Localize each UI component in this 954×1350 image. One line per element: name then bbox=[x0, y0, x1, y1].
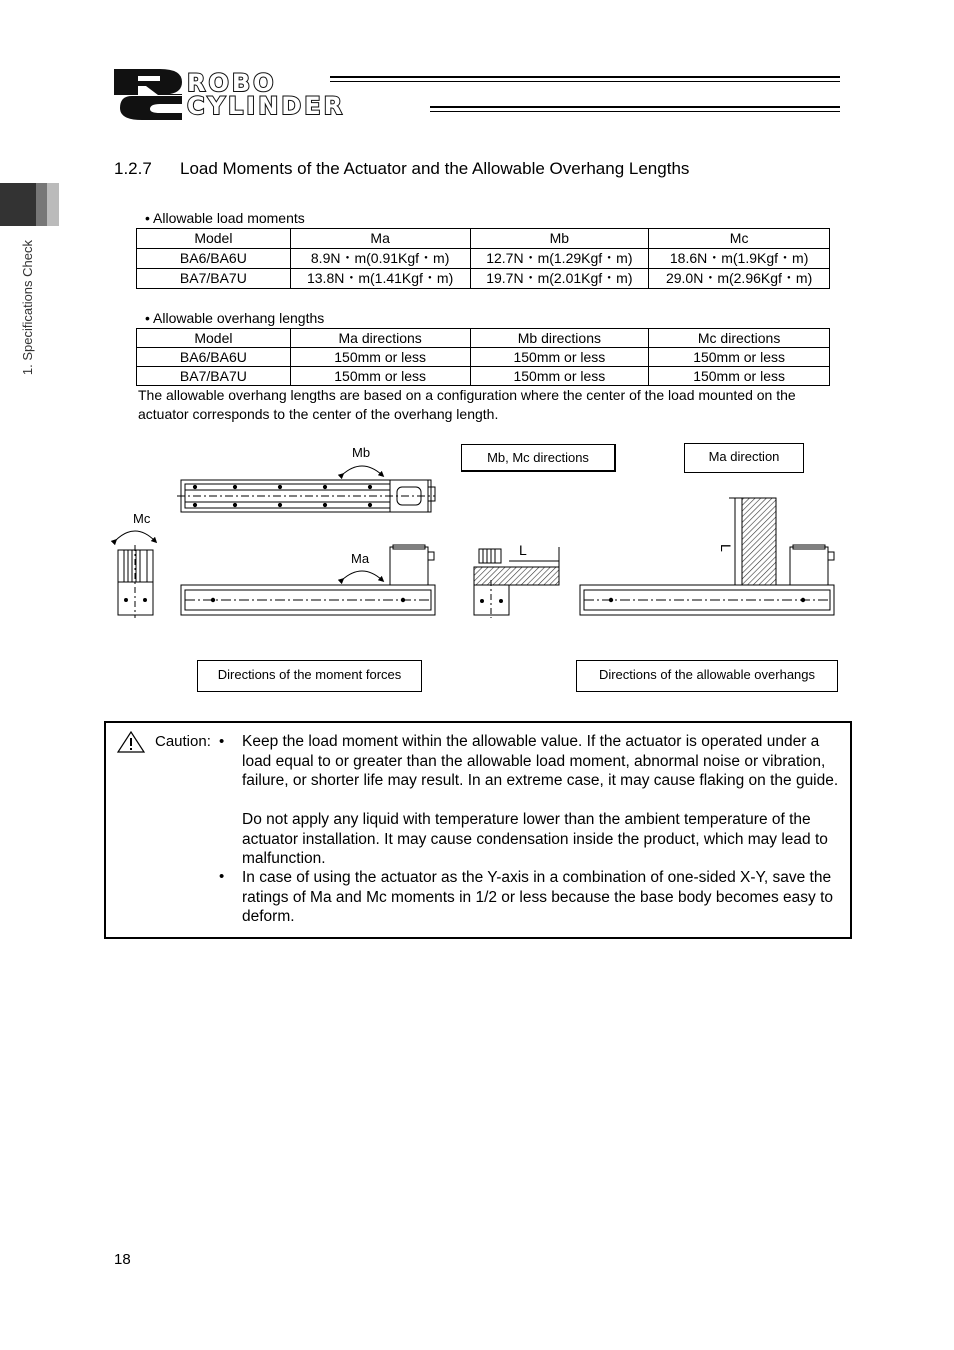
overhang-load-vertical bbox=[742, 498, 776, 585]
table-cell: BA6/BA6U bbox=[137, 249, 291, 269]
allowable-overhangs-caption: Directions of the allowable overhangs bbox=[576, 660, 838, 692]
side-tab-marker bbox=[0, 183, 36, 226]
overhang-load-horizontal bbox=[474, 567, 559, 585]
mb-arrow bbox=[342, 466, 382, 475]
table-header-row bbox=[137, 229, 830, 249]
overhang-heading: • Allowable overhang lengths bbox=[145, 310, 325, 326]
ma-arrow bbox=[342, 571, 382, 580]
header-rule bbox=[330, 76, 840, 78]
header-rule bbox=[330, 81, 840, 82]
caution-bullet: • bbox=[219, 868, 225, 885]
label-l-horizontal: L bbox=[519, 542, 527, 558]
actuator-side-view bbox=[181, 545, 435, 615]
table-cell: BA6/BA6U bbox=[137, 348, 291, 367]
section-title-text: Load Moments of the Actuator and the Allowable Overhang Lengths bbox=[180, 159, 690, 178]
table-cell: 150mm or less bbox=[470, 348, 649, 367]
rc-logo-icon bbox=[112, 68, 187, 120]
label-l-vertical: L bbox=[718, 544, 734, 552]
table-cell: 8.9N・m(0.91Kgf・m) bbox=[290, 249, 470, 269]
table-cell: 150mm or less bbox=[649, 367, 830, 386]
caution-item-1b: Do not apply any liquid with temperature lower than the ambient temperature of the actuator installation. It may cause condensation inside the product, which may lead to malfunction. bbox=[242, 811, 828, 867]
table-cell: 150mm or less bbox=[470, 367, 649, 386]
overhang-side-view bbox=[580, 545, 834, 615]
table-header-cell: Mb directions bbox=[470, 329, 649, 348]
side-tab-marker bbox=[47, 183, 59, 226]
robo-cylinder-logo bbox=[112, 68, 842, 120]
logo-text-robo: ROBO bbox=[187, 69, 277, 97]
moments-heading: • Allowable load moments bbox=[145, 210, 305, 226]
table-header-cell: Ma bbox=[290, 229, 470, 249]
caution-item-2: In case of using the actuator as the Y-axis in a combination of one-sided X-Y, save the ratings of Ma and Mc moments in 1/2 or less because the base body becomes easy to deform. bbox=[242, 869, 834, 925]
table-cell: 18.6N・m(1.9Kgf・m) bbox=[649, 249, 830, 269]
table-cell: 19.7N・m(2.01Kgf・m) bbox=[470, 269, 649, 289]
actuator-end-view bbox=[118, 545, 153, 618]
table-row bbox=[137, 367, 830, 386]
table-row bbox=[137, 249, 830, 269]
actuator-top-view bbox=[177, 480, 435, 512]
table-cell: 29.0N・m(2.96Kgf・m) bbox=[649, 269, 830, 289]
table-cell: BA7/BA7U bbox=[137, 269, 291, 289]
caution-bullet: • bbox=[219, 733, 225, 750]
caution-item-1: Keep the load moment within the allowable value. If the actuator is operated under a load equal to or greater than the allowable load moment, abnormal noise or vibration, failure, or shorter life may result. In an extreme case, it may cause flaking on the guide. bbox=[242, 733, 839, 789]
label-mc: Mc bbox=[133, 511, 151, 526]
table-header-cell: Mc bbox=[649, 229, 830, 249]
table-cell: BA7/BA7U bbox=[137, 367, 291, 386]
logo-text-cylinder: CYLINDER bbox=[187, 92, 346, 120]
load-moments-table bbox=[136, 228, 830, 289]
table-row bbox=[137, 348, 830, 367]
ma-direction-label: Ma direction bbox=[684, 443, 804, 473]
header-rule bbox=[430, 106, 840, 108]
label-ma: Ma bbox=[351, 551, 370, 566]
table-cell: 150mm or less bbox=[649, 348, 830, 367]
table-cell: 150mm or less bbox=[290, 367, 470, 386]
table-header-cell: Mb bbox=[470, 229, 649, 249]
table-cell: 150mm or less bbox=[290, 348, 470, 367]
overhang-note: The allowable overhang lengths are based on a configuration where the center of the load mounted on the actuator corresponds to the center of the overhang length. bbox=[138, 387, 796, 422]
side-chapter-label: 1. Specifications Check bbox=[20, 240, 35, 376]
table-header-cell: Ma directions bbox=[290, 329, 470, 348]
section-number: 1.2.7 bbox=[114, 159, 152, 178]
warning-triangle-icon bbox=[116, 730, 146, 754]
table-header-cell: Model bbox=[137, 329, 291, 348]
table-header-row bbox=[137, 329, 830, 348]
mb-mc-directions-label: Mb, Mc directions bbox=[461, 444, 616, 472]
table-cell: 12.7N・m(1.29Kgf・m) bbox=[470, 249, 649, 269]
table-cell: 13.8N・m(1.41Kgf・m) bbox=[290, 269, 470, 289]
table-header-cell: Model bbox=[137, 229, 291, 249]
mc-arrow bbox=[115, 531, 155, 541]
page-number: 18 bbox=[114, 1251, 131, 1268]
overhang-lengths-table bbox=[136, 328, 830, 386]
caution-label: Caution: bbox=[155, 733, 211, 750]
table-header-cell: Mc directions bbox=[649, 329, 830, 348]
table-row bbox=[137, 269, 830, 289]
side-tab-marker bbox=[36, 183, 47, 226]
header-rule bbox=[430, 111, 840, 112]
label-mb: Mb bbox=[352, 445, 371, 460]
section-title bbox=[114, 159, 689, 179]
moment-forces-caption: Directions of the moment forces bbox=[197, 660, 422, 692]
